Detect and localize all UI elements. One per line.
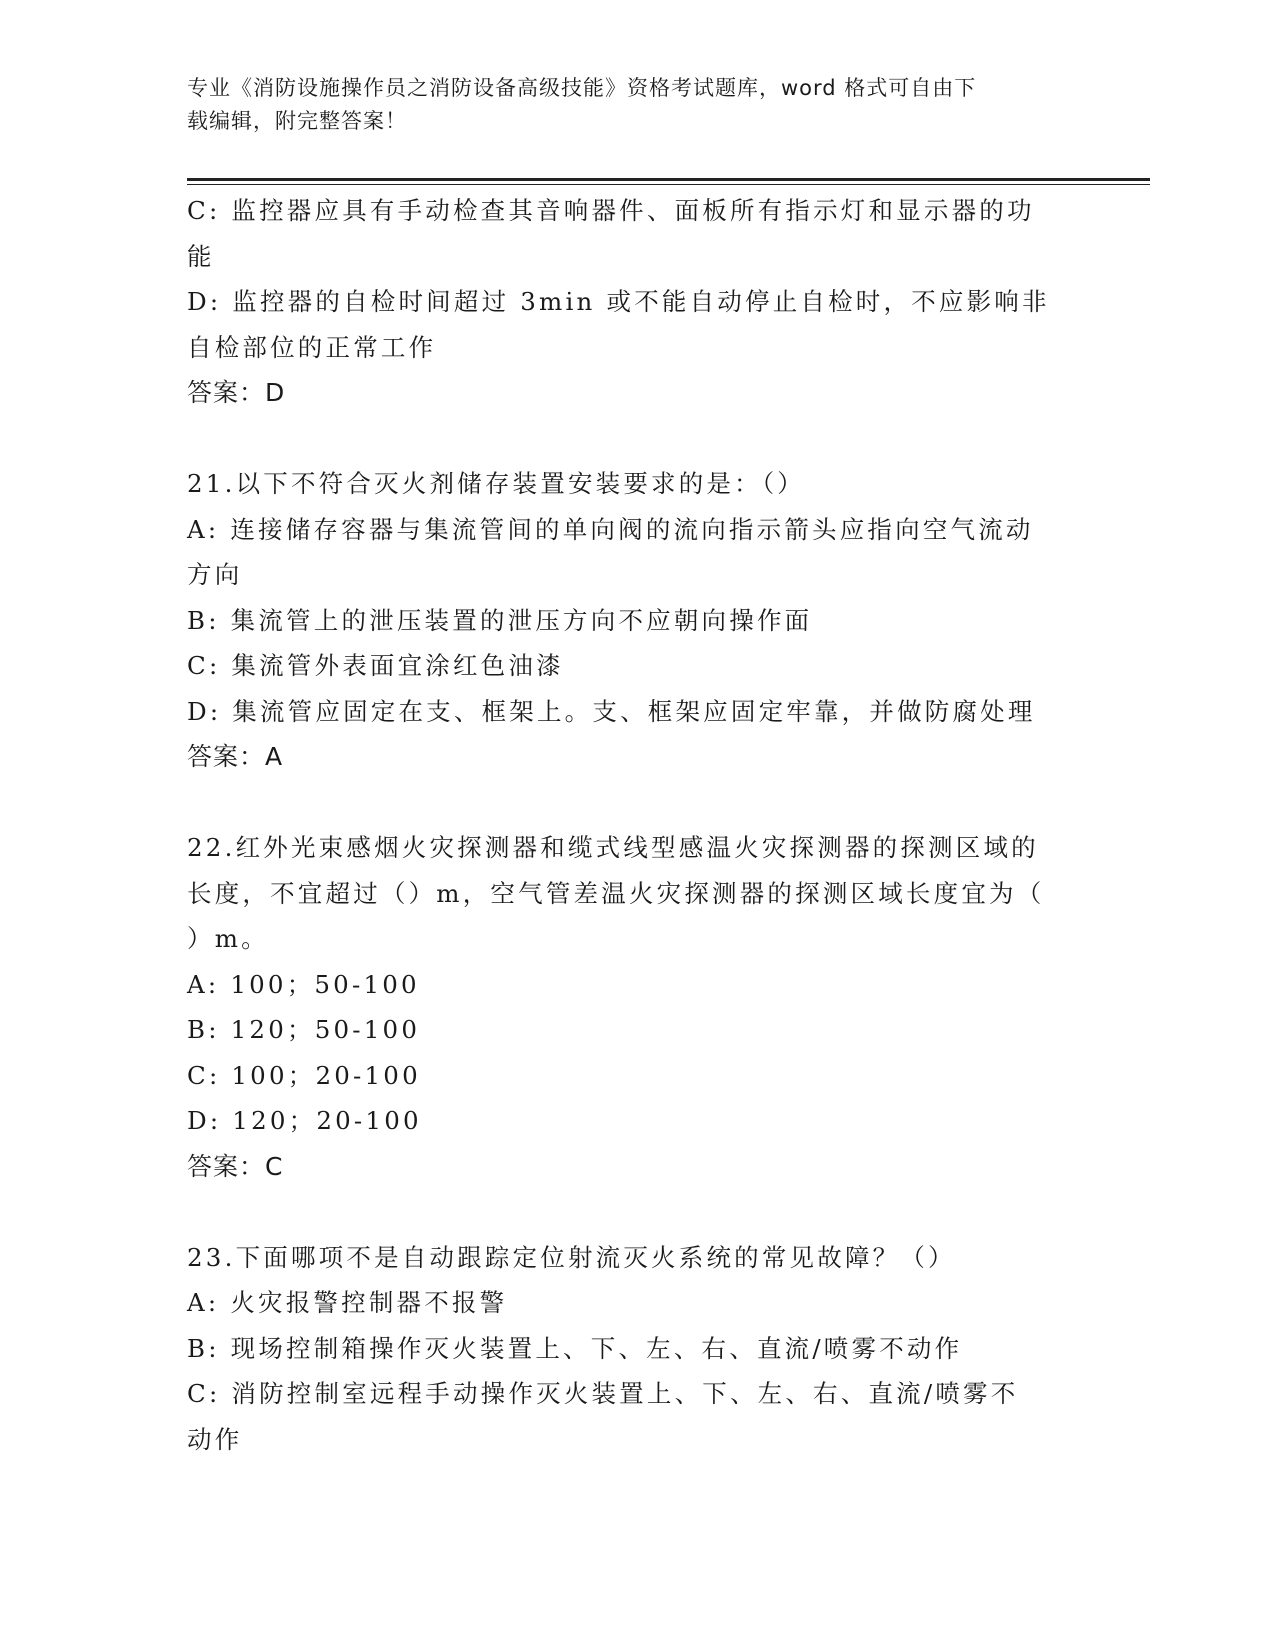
option-b: B: 120；50-100 [187, 1015, 421, 1044]
option-c-line-2: 动作 [187, 1424, 243, 1454]
question-22 [187, 825, 1067, 1189]
option-a: A: 100；50-100 [187, 969, 420, 999]
option-d: D: 120；20-100 [187, 1106, 422, 1135]
option-c: C: 集流管外表面宜涂红色油漆 [187, 651, 564, 680]
header-rule-thin [187, 184, 1150, 185]
option-c-line-2: 能 [187, 241, 215, 271]
option-c-line-1: C: 监控器应具有手动检查其音响器件、面板所有指示灯和显示器的功 [187, 196, 1035, 225]
question-text: 21.以下不符合灭火剂储存装置安装要求的是：（） [187, 469, 806, 498]
option-d: D: 集流管应固定在支、框架上。支、框架应固定牢靠，并做防腐处理 [187, 696, 1036, 726]
question-20-tail [187, 188, 1067, 416]
option-a: A: 火灾报警控制器不报警 [187, 1288, 508, 1317]
option-c: C: 100；20-100 [187, 1060, 421, 1090]
header-line-1: 专业《消防设施操作员之消防设备高级技能》资格考试题库，word 格式可自由下 [187, 76, 977, 100]
answer: 答案：D [187, 378, 286, 407]
question-text-line-1: 22.红外光束感烟火灾探测器和缆式线型感温火灾探测器的探测区域的 [187, 833, 1039, 862]
spacer [187, 780, 1067, 826]
question-text-line-3: ）m。 [187, 924, 269, 953]
header-rule-thick [187, 178, 1150, 181]
spacer [187, 416, 1067, 462]
question-text-line-2: 长度，不宜超过（）m，空气管差温火灾探测器的探测区域长度宜为（ [187, 878, 1045, 908]
option-d-line-1: D: 监控器的自检时间超过 3min 或不能自动停止自检时，不应影响非 [187, 287, 1050, 316]
option-a-line-1: A: 连接储存容器与集流管间的单向阀的流向指示箭头应指向空气流动 [187, 514, 1034, 544]
document-header [187, 72, 1067, 138]
question-text: 23.下面哪项不是自动跟踪定位射流灭火系统的常见故障？（） [187, 1242, 956, 1272]
answer: 答案：C [187, 1151, 284, 1181]
option-b: B: 现场控制箱操作灭火装置上、下、左、右、直流/喷雾不动作 [187, 1333, 963, 1363]
spacer [187, 1189, 1067, 1235]
question-23 [187, 1235, 1067, 1463]
option-c-line-1: C: 消防控制室远程手动操作灭火装置上、下、左、右、直流/喷雾不 [187, 1379, 1019, 1408]
option-a-line-2: 方向 [187, 560, 243, 589]
document-body [187, 188, 1067, 1462]
header-line-2: 载编辑，附完整答案！ [187, 109, 407, 133]
answer: 答案：A [187, 742, 284, 771]
option-b: B: 集流管上的泄压装置的泄压方向不应朝向操作面 [187, 605, 813, 635]
question-21 [187, 461, 1067, 780]
option-d-line-2: 自检部位的正常工作 [187, 332, 437, 362]
